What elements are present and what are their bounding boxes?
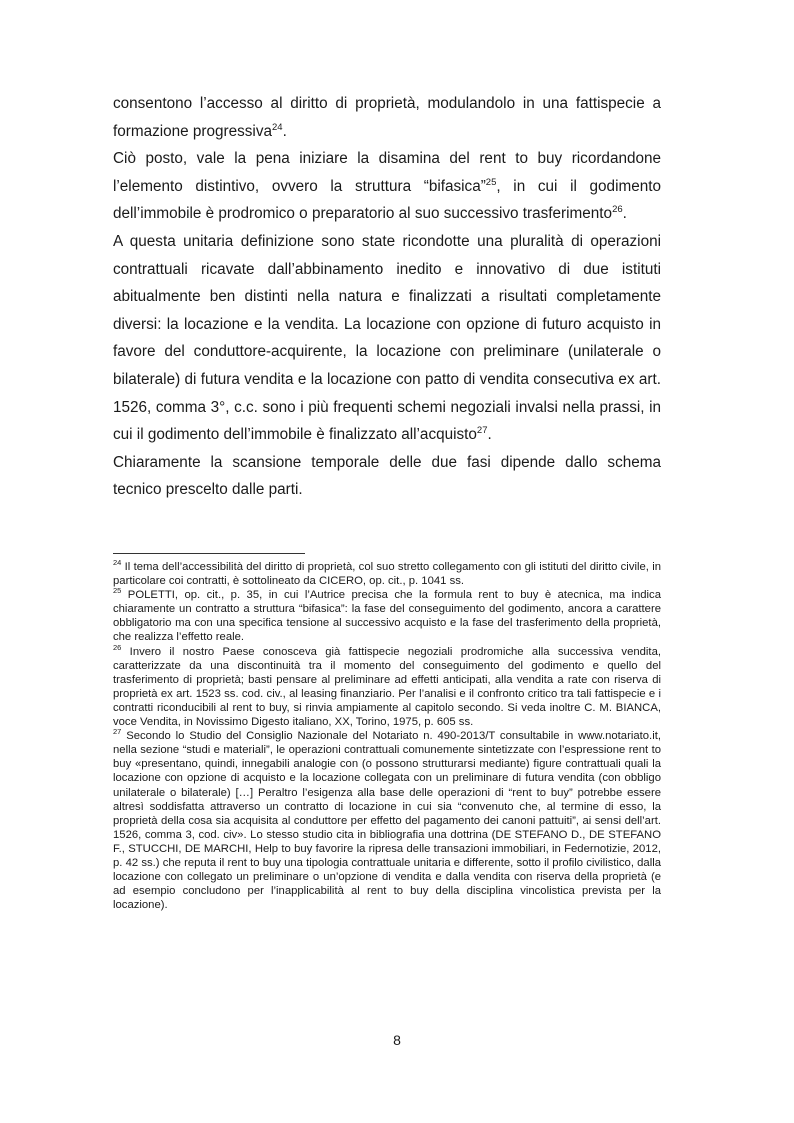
footnote-reference: 27	[476, 425, 488, 437]
footnote	[113, 588, 661, 644]
footnote-text: Secondo lo Studio del Consiglio Nazionale del Notariato n. 490-2013/T consultabile in www.notariato.it, nella sezione “studi e materiali”, le operazioni contrattuali comunemente sintetizzate con l’espressione rent to buy «presentano, quindi, innegabili analogie con (o possono strutturarsi mediante) figure contrattuali quali la locazione con opzione di acquisto e la locazione collegata con un preliminare di futura vendita (con obbligo unilaterale o bilaterale) […] Peraltro l’esigenza alla base delle operazioni di “rent to buy” potrebbe essere altresì soddisfatta attraverso un contratto di locazione in cui sia “convenuto che, al termine di esso, la proprietà della cosa sia acquisita al conduttore per effetto del pagamento dei canoni pattuiti”, ai sensi dell’art. 1526, comma 3, cod. civ». Lo stesso studio cita in bibliografia una dottrina (DE STEFANO D., DE STEFANO F., STUCCHI, DE MARCHI, Help to buy favorire la ripresa delle transazioni immobiliari, in Federnotizie, 2012, p. 42 ss.) che reputa il rent to buy una tipologia contrattuale unitaria e differente, sotto il profilo civilistico, dalla locazione con collegato un preliminare o un’opzione di vendita e dalla vendita con riserva della proprietà (e ad esempio concludono per l’inapplicabilità al rent to buy della disciplina vincolistica prevista per la locazione).	[113, 730, 661, 912]
footnote	[113, 560, 661, 588]
footnote-reference: 25	[485, 176, 497, 188]
footnote-reference: 24	[272, 121, 283, 133]
footnote-number: 24	[113, 558, 122, 568]
body-text	[113, 90, 661, 504]
footnotes	[113, 560, 661, 912]
paragraph-text: consentono l’accesso al diritto di proprietà, modulandolo in una fattispecie a formazione progressiva	[113, 95, 661, 140]
body-paragraph	[113, 228, 661, 449]
body-paragraph	[113, 145, 661, 228]
paragraph-text: .	[487, 426, 492, 444]
body-paragraph	[113, 449, 661, 504]
footnote-text: POLETTI, op. cit., p. 35, in cui l’Autrice precisa che la formula rent to buy è atecnica, ma indica chiaramente un contratto a struttura “bifasica”: la fase del conseguimento del godimento, ancora a carattere obbligatorio ma con una specifica tensione al successivo acquisto e la fase del trasferimento della proprietà, che realizza l’effetto reale.	[113, 589, 661, 644]
paragraph-text: A questa unitaria definizione sono state ricondotte una pluralità di operazioni contrattuali ricavate dall’abbinamento inedito e innovativo di due istituti abitualmente ben distinti nella natura e finalizzati a risultati completamente diversi: la locazione e la vendita. La locazione con opzione di futuro acquisto in favore del conduttore-acquirente, la locazione con preliminare (unilaterale o bilaterale) di futura vendita e la locazione con patto di vendita consecutiva ex art. 1526, comma 3°, c.c. sono i più frequenti schemi negoziali invalsi nella prassi, in cui il godimento dell’immobile è finalizzato all’acquisto	[113, 232, 661, 444]
footnote-number: 25	[113, 586, 122, 596]
paragraph-text: , in cui il godimento dell’immobile è prodromico o preparatorio al suo successivo trasferimento	[113, 177, 661, 223]
paragraph-text: .	[622, 205, 627, 223]
footnote-text: Invero il nostro Paese conosceva già fattispecie negoziali prodromiche alla successiva vendita, caratterizzate da una discontinuità tra il momento del conseguimento del godimento e quello del trasferimento di proprietà; basti pensare al preliminare ad effetti anticipati, alla vendita a rate con riserva di proprietà ex art. 1523 ss. cod. civ., al leasing finanziario. Per l’analisi e il confronto critico tra tali fattispecie e i contratti riconducibili al rent to buy, si rinvia ampiamente al capitolo secondo. Si veda inoltre C. M. BIANCA, voce Vendita, in Novissimo Digesto italiano, XX, Torino, 1975, p. 605 ss.	[113, 645, 661, 729]
page-number: 8	[393, 1032, 401, 1048]
footnote-number: 26	[113, 642, 122, 652]
footnote-separator	[113, 553, 305, 554]
paragraph-text: Chiaramente la scansione temporale delle due fasi dipende dallo schema tecnico prescelto dalle parti.	[113, 453, 661, 499]
footnote	[113, 642, 661, 730]
footnote	[113, 729, 661, 912]
paragraph-text: .	[282, 122, 287, 140]
paragraph-text: Ciò posto, vale la pena iniziare la disamina del rent to buy ricordandone l’elemento distintivo, ovvero la struttura “bifasica”	[113, 150, 661, 195]
footnote-text: Il tema dell’accessibilità del diritto di proprietà, col suo stretto collegamento con gli istituti del diritto civile, in particolare coi contratti, è sottolineato da CICERO, op. cit., p. 1041 ss.	[113, 561, 661, 588]
footnote-number: 27	[113, 727, 122, 737]
footnote-reference: 26	[612, 204, 623, 216]
body-paragraph	[113, 90, 661, 145]
